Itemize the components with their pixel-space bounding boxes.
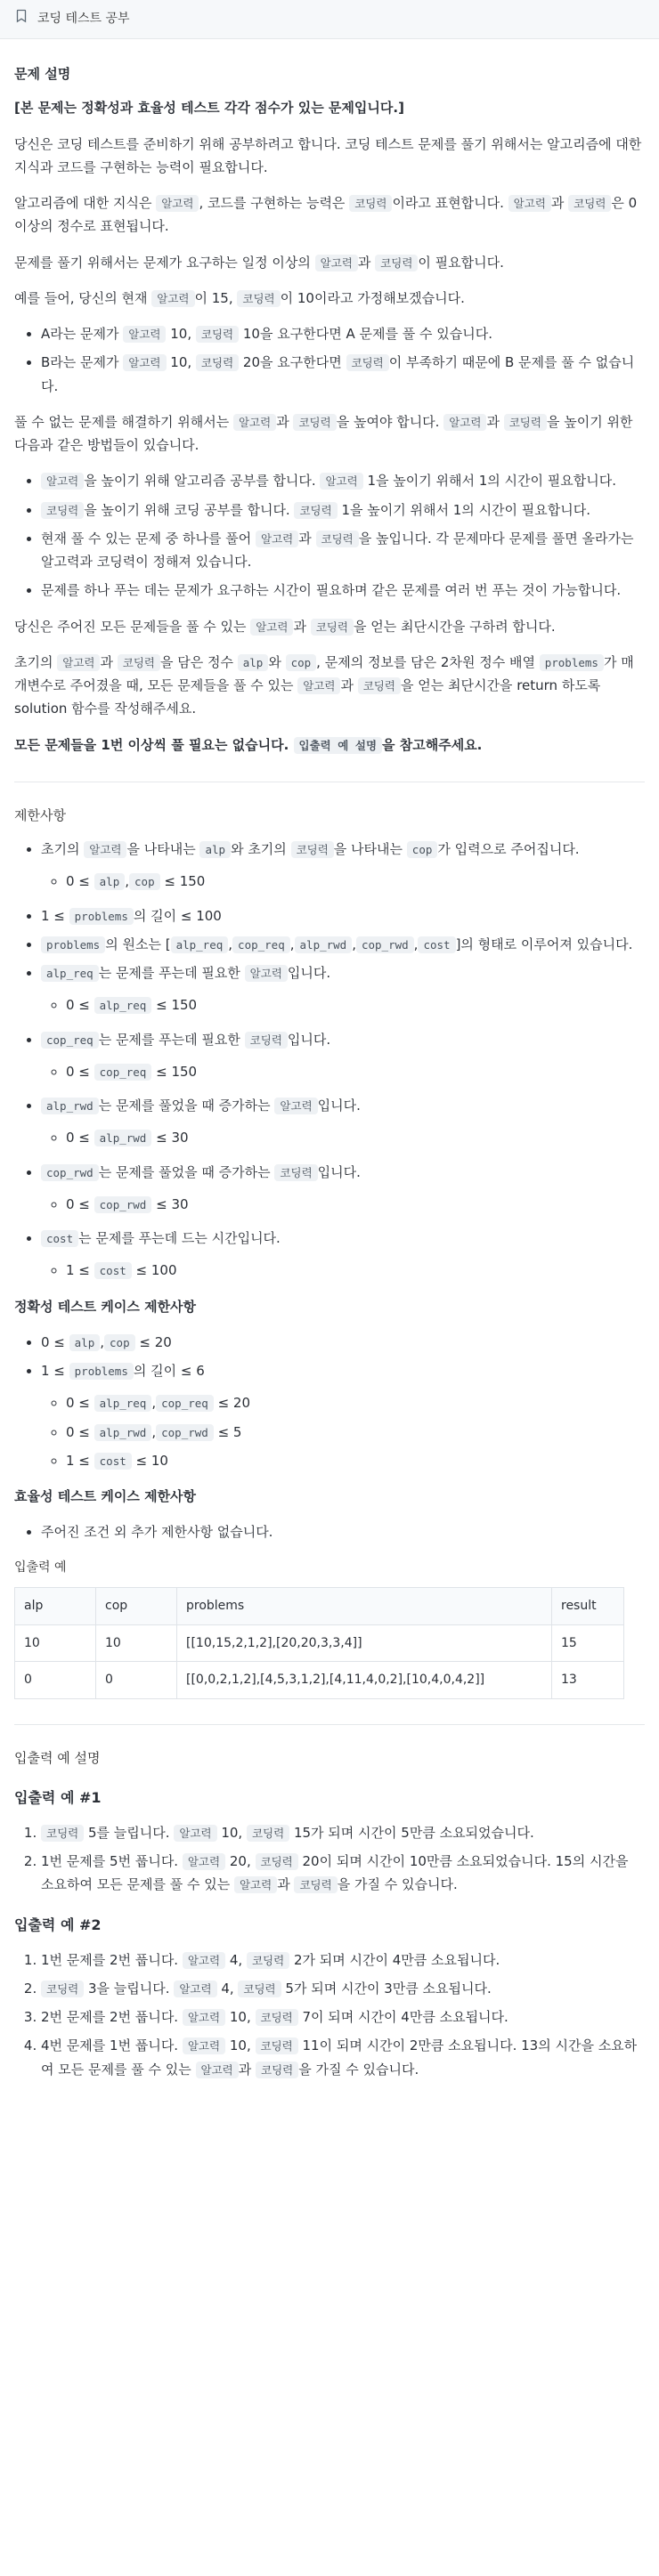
list-item: • A라는 문제가 알고력 10, 코딩력 10을 요구한다면 A 문제를 풀 수 있습니다.: [41, 322, 645, 345]
inline-code: 코딩력: [238, 1981, 281, 1997]
inline-code: alp_req: [171, 936, 229, 953]
table-header-row: [15, 1588, 624, 1625]
list-item: ◦ 0 ≤ alp_rwd ≤ 30: [66, 1126, 645, 1149]
sub-list: [41, 1126, 645, 1149]
efficiency-constraint-list: [14, 1520, 645, 1543]
list-item: • 초기의 알고력 을 나타내는 alp 와 초기의 코딩력 을 나타내는 cop 가 입력으로 주어집니다. ◦ 0 ≤ alp , cop ≤ 150: [41, 838, 645, 894]
accuracy-constraint-list: [14, 1331, 645, 1472]
list-item: ◦ 0 ≤ cop_req ≤ 150: [66, 1060, 645, 1083]
paragraph: 당신은 주어진 모든 문제들을 풀 수 있는 알고력 과 코딩력 을 얻는 최단시간을 구하려 합니다.: [14, 618, 556, 635]
inline-code: 코딩력: [196, 326, 239, 343]
inline-code: alp_rwd: [94, 1424, 152, 1441]
inline-code: 알고력: [315, 255, 358, 271]
table-header-cell: alp: [15, 1588, 96, 1625]
list-item: ◦ 0 ≤ alp_rwd , cop_rwd ≤ 5: [66, 1421, 645, 1444]
inline-code: 알고력: [256, 531, 298, 547]
inline-code: 알고력: [183, 1853, 225, 1870]
inline-code: 알고력: [123, 354, 166, 371]
example-2-steps: [14, 1948, 645, 2081]
inline-code: 코딩력: [41, 502, 84, 519]
inline-code: cop: [407, 841, 438, 858]
inline-code: cop: [129, 873, 160, 890]
inline-code: 알고력: [234, 1876, 277, 1893]
window-title: 코딩 테스트 공부: [37, 12, 130, 27]
notice: [본 문제는 정확성과 효율성 테스트 각각 점수가 있는 문제입니다.]: [14, 100, 404, 117]
inline-code: alp: [199, 841, 231, 858]
window-title-bar: [0, 0, 659, 39]
inline-code: 코딩력: [568, 195, 611, 212]
inline-code: cost: [418, 936, 455, 953]
inline-code: alp_rwd: [41, 1098, 99, 1114]
inline-code: 코딩력: [294, 502, 337, 519]
inline-code: 코딩력: [256, 2009, 298, 2026]
list-item: • alp_rwd 는 문제를 풀었을 때 증가하는 알고력 입니다. ◦ 0 ≤ alp_rwd ≤ 30: [41, 1094, 645, 1150]
inline-code: cop_rwd: [41, 1164, 99, 1181]
list-item: • 0 ≤ alp , cop ≤ 20: [41, 1331, 645, 1354]
inline-code: 알고력: [174, 1981, 216, 1997]
inline-code: 알고력: [233, 414, 276, 431]
inline-code: 코딩력: [346, 354, 389, 371]
table-cell: 0: [15, 1662, 96, 1699]
sub-list: [41, 1391, 645, 1472]
problem-content: [0, 39, 659, 2081]
table-cell: 10: [15, 1624, 96, 1662]
inline-code: 알고력: [320, 473, 362, 490]
inline-code: alp: [94, 873, 126, 890]
method-list: [14, 469, 645, 602]
inline-code: cop_req: [41, 1032, 99, 1049]
sub-list: [41, 1060, 645, 1083]
inline-code: 코딩력: [256, 2062, 298, 2078]
table-cell: 15: [552, 1624, 624, 1662]
inline-code: 코딩력: [237, 290, 280, 307]
inline-code: 알고력: [297, 677, 340, 694]
inline-code: 코딩력: [41, 1825, 84, 1842]
paragraph: 알고리즘에 대한 지식은 알고력 , 코드를 구현하는 능력은 코딩력 이라고 표현합니다. 알고력 과 코딩력 은 0 이상의 정수로 표현됩니다.: [14, 195, 638, 235]
inline-code: problems: [540, 654, 604, 671]
inline-code: cop_req: [156, 1395, 214, 1412]
example-2-heading: 입출력 예 #2: [14, 1916, 102, 1933]
list-item: • cost 는 문제를 푸는데 드는 시간입니다. ◦ 1 ≤ cost ≤ 100: [41, 1227, 645, 1283]
list-item: • B라는 문제가 알고력 10, 코딩력 20을 요구한다면 코딩력 이 부족하기 때문에 B 문제를 풀 수 없습니다.: [41, 351, 645, 398]
inline-code: alp_req: [94, 1395, 152, 1412]
inline-code: 코딩력: [274, 1164, 317, 1181]
inline-code: 코딩력: [118, 654, 160, 671]
inline-code: 알고력: [443, 414, 486, 431]
table-cell: 0: [96, 1662, 177, 1699]
inline-code: 입출력 예 설명: [294, 737, 383, 754]
list-item: ◦ 1 ≤ cost ≤ 10: [66, 1449, 645, 1472]
inline-code: problems: [69, 908, 134, 925]
inline-code: 알고력: [196, 2062, 239, 2078]
section-heading-description: 문제 설명: [14, 66, 71, 82]
table-header-cell: result: [552, 1588, 624, 1625]
io-example-heading: 입출력 예: [14, 1559, 67, 1575]
inline-code: 코딩력: [375, 255, 418, 271]
inline-code: 알고력: [274, 1098, 317, 1114]
inline-code: 코딩력: [294, 1876, 337, 1893]
inline-code: 코딩력: [311, 619, 354, 636]
table-header-cell: cop: [96, 1588, 177, 1625]
example-1-steps: [14, 1821, 645, 1897]
inline-code: alp_req: [41, 965, 99, 982]
inline-code: 알고력: [174, 1825, 216, 1842]
sub-list: [41, 993, 645, 1017]
list-item: • cop_req 는 문제를 푸는데 필요한 코딩력 입니다. ◦ 0 ≤ cop_req ≤ 150: [41, 1028, 645, 1084]
inline-code: 알고력: [123, 326, 166, 343]
accuracy-constraints-heading: 정확성 테스트 케이스 제한사항: [14, 1298, 197, 1315]
list-item: • 알고력 을 높이기 위해 알고리즘 공부를 합니다. 알고력 1을 높이기 위해서 1의 시간이 필요합니다.: [41, 469, 645, 492]
inline-code: 알고력: [183, 2009, 225, 2026]
inline-code: 알고력: [151, 290, 194, 307]
table-cell: [[10,15,2,1,2],[20,20,3,3,4]]: [177, 1624, 552, 1662]
inline-code: 코딩력: [293, 414, 336, 431]
inline-code: 코딩력: [349, 195, 392, 212]
sub-list: [41, 870, 645, 893]
paragraph: 당신은 코딩 테스트를 준비하기 위해 공부하려고 합니다. 코딩 테스트 문제를 풀기 위해서는 알고리즘에 대한 지식과 코드를 구현하는 능력이 필요합니다.: [14, 135, 642, 175]
inline-code: 코딩력: [245, 1032, 288, 1049]
inline-code: cop: [286, 654, 317, 671]
inline-code: cost: [41, 1230, 78, 1247]
list-item: • 현재 풀 수 있는 문제 중 하나를 풀어 알고력 과 코딩력 을 높입니다. 각 문제마다 문제를 풀면 올라가는 알고력과 코딩력이 정해져 있습니다.: [41, 527, 645, 574]
list-item: 1. 코딩력 5를 늘립니다. 알고력 10, 코딩력 15가 되며 시간이 5만큼 소요되었습니다.: [41, 1821, 645, 1844]
inline-code: alp_rwd: [295, 936, 353, 953]
inline-code: cop_rwd: [156, 1424, 214, 1441]
example-list: [14, 322, 645, 398]
inline-code: 알고력: [245, 965, 288, 982]
inline-code: cop_rwd: [356, 936, 414, 953]
inline-code: alp_rwd: [94, 1130, 152, 1146]
paragraph: 모든 문제들을 1번 이상씩 풀 필요는 없습니다. 입출력 예 설명 을 참고해주세요.: [14, 736, 483, 753]
list-item: ◦ 0 ≤ alp , cop ≤ 150: [66, 870, 645, 893]
efficiency-constraints-heading: 효율성 테스트 케이스 제한사항: [14, 1488, 197, 1504]
list-item: ◦ 0 ≤ cop_rwd ≤ 30: [66, 1193, 645, 1216]
paragraph: 예를 들어, 당신의 현재 알고력 이 15, 코딩력 이 10이라고 가정해보겠습니다.: [14, 289, 465, 306]
io-explanation-heading: 입출력 예 설명: [14, 1749, 101, 1766]
inline-code: 코딩력: [256, 1853, 298, 1870]
inline-code: 코딩력: [247, 1952, 289, 1969]
inline-code: cost: [94, 1262, 132, 1279]
sub-list: [41, 1193, 645, 1216]
list-item: • 문제를 하나 푸는 데는 문제가 요구하는 시간이 필요하며 같은 문제를 여러 번 푸는 것이 가능합니다.: [41, 579, 645, 602]
table-header-cell: problems: [177, 1588, 552, 1625]
inline-code: 코딩력: [291, 841, 334, 858]
inline-code: 코딩력: [358, 677, 401, 694]
section-heading-constraints: 제한사항: [14, 806, 66, 823]
inline-code: 알고력: [508, 195, 551, 212]
inline-code: 알고력: [183, 1952, 225, 1969]
inline-code: 코딩력: [316, 531, 359, 547]
inline-code: alp: [238, 654, 269, 671]
example-1-heading: 입출력 예 #1: [14, 1788, 102, 1806]
inline-code: 알고력: [250, 619, 293, 636]
inline-code: 코딩력: [41, 1981, 84, 1997]
table-row: [15, 1662, 624, 1699]
inline-code: cop: [104, 1334, 135, 1351]
inline-code: 알고력: [183, 2037, 225, 2054]
table-cell: [[0,0,2,1,2],[4,5,3,1,2],[4,11,4,0,2],[10,4,0,4,2]]: [177, 1662, 552, 1699]
inline-code: cop_req: [94, 1064, 152, 1081]
divider: [14, 1724, 645, 1725]
io-example-table: [14, 1587, 624, 1699]
inline-code: problems: [69, 1363, 134, 1380]
inline-code: 코딩력: [504, 414, 547, 431]
table-row: [15, 1624, 624, 1662]
list-item: 2. 코딩력 3을 늘립니다. 알고력 4, 코딩력 5가 되며 시간이 3만큼 소요됩니다.: [41, 1977, 645, 2000]
inline-code: cop_req: [232, 936, 290, 953]
constraint-list: [14, 838, 645, 1283]
list-item: • 1 ≤ problems 의 길이 ≤ 100: [41, 904, 645, 928]
list-item: • problems 의 원소는 [ alp_req , cop_req , alp_rwd , cop_rwd , cost ]의 형태로 이루어져 있습니다.: [41, 933, 645, 956]
list-item: 1. 1번 문제를 2번 풉니다. 알고력 4, 코딩력 2가 되며 시간이 4만큼 소요됩니다.: [41, 1948, 645, 1972]
inline-code: 코딩력: [196, 354, 239, 371]
list-item: 4. 4번 문제를 1번 풉니다. 알고력 10, 코딩력 11이 되며 시간이 2만큼 소요됩니다. 13의 시간을 소요하여 모든 문제를 풀 수 있는 알고력 과 코딩력 을 가질 수 있습니다.: [41, 2034, 645, 2081]
bookmark-icon[interactable]: [14, 7, 28, 30]
table-cell: 10: [96, 1624, 177, 1662]
sub-list: [41, 1259, 645, 1282]
inline-code: 알고력: [156, 195, 199, 212]
list-item: • 코딩력 을 높이기 위해 코딩 공부를 합니다. 코딩력 1을 높이기 위해서 1의 시간이 필요합니다.: [41, 498, 645, 522]
inline-code: alp: [69, 1334, 101, 1351]
inline-code: problems: [41, 936, 105, 953]
list-item: ◦ 0 ≤ alp_req , cop_req ≤ 20: [66, 1391, 645, 1414]
list-item: ◦ 1 ≤ cost ≤ 100: [66, 1259, 645, 1282]
list-item: 2. 1번 문제를 5번 풉니다. 알고력 20, 코딩력 20이 되며 시간이 10만큼 소요되었습니다. 15의 시간을 소요하여 모든 문제를 풀 수 있는 알고력 과 코딩력 을 가질 수 있습니다.: [41, 1850, 645, 1897]
inline-code: alp_req: [94, 997, 152, 1014]
inline-code: 코딩력: [247, 1825, 289, 1842]
inline-code: 알고력: [57, 654, 100, 671]
inline-code: 코딩력: [256, 2037, 298, 2054]
list-item: • 주어진 조건 외 추가 제한사항 없습니다.: [41, 1520, 645, 1543]
inline-code: 알고력: [84, 841, 126, 858]
list-item: 3. 2번 문제를 2번 풉니다. 알고력 10, 코딩력 7이 되며 시간이 4만큼 소요됩니다.: [41, 2005, 645, 2029]
list-item: ◦ 0 ≤ alp_req ≤ 150: [66, 993, 645, 1017]
inline-code: cost: [94, 1453, 132, 1470]
paragraph: 문제를 풀기 위해서는 문제가 요구하는 일정 이상의 알고력 과 코딩력 이 필요합니다.: [14, 254, 504, 271]
inline-code: cop_rwd: [94, 1196, 152, 1213]
list-item: • cop_rwd 는 문제를 풀었을 때 증가하는 코딩력 입니다. ◦ 0 ≤ cop_rwd ≤ 30: [41, 1161, 645, 1217]
paragraph: 풀 수 없는 문제를 해결하기 위해서는 알고력 과 코딩력 을 높여야 합니다. 알고력 과 코딩력 을 높이기 위한 다음과 같은 방법들이 있습니다.: [14, 413, 633, 453]
list-item: • 1 ≤ problems 의 길이 ≤ 6 ◦ 0 ≤ alp_req , cop_req ≤ 20 ◦ 0 ≤ alp_rwd , cop_rwd ≤ 5 ◦ 1 ≤ cost ≤ 10: [41, 1359, 645, 1472]
paragraph: 초기의 알고력 과 코딩력 을 담은 정수 alp 와 cop , 문제의 정보를 담은 2차원 정수 배열 problems 가 매개변수로 주어졌을 때, 모든 문제들을 풀 수 있는 알고력 과 코딩력 을 얻는 최단시간을 return 하도록 solution 함수를 작성해주세요.: [14, 653, 634, 717]
table-cell: 13: [552, 1662, 624, 1699]
inline-code: 알고력: [41, 473, 84, 490]
list-item: • alp_req 는 문제를 푸는데 필요한 알고력 입니다. ◦ 0 ≤ alp_req ≤ 150: [41, 961, 645, 1017]
